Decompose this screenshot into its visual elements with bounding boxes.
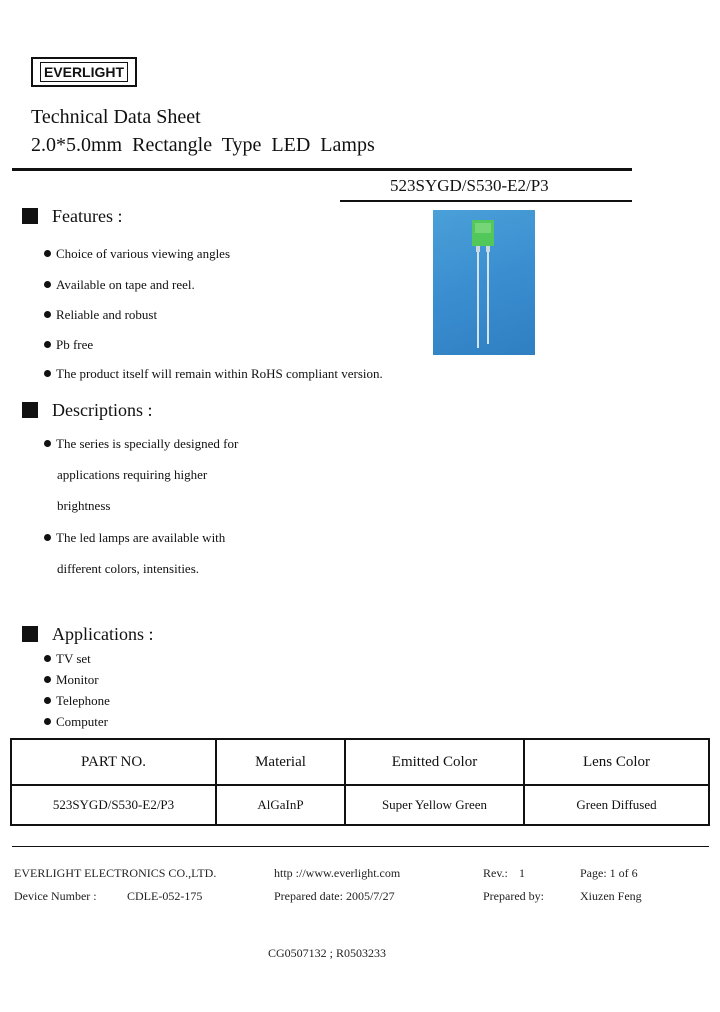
table-row <box>11 785 709 825</box>
footer-prepared-by-label: Prepared by: <box>483 889 544 903</box>
descriptions-heading: Descriptions : <box>22 400 153 421</box>
product-photo <box>433 210 535 355</box>
application-item: Computer <box>44 714 108 730</box>
footer-page: Page: 1 of 6 <box>580 866 638 880</box>
bullet-icon <box>44 370 51 377</box>
description-line: different colors, intensities. <box>57 561 200 576</box>
bullet-icon <box>44 676 51 683</box>
footer-rev-label: Rev.: <box>483 866 508 880</box>
doc-subtitle: 2.0*5.0mm Rectangle Type LED Lamps <box>31 134 375 156</box>
part-number: 523SYGD/S530-E2/P3 <box>390 176 549 195</box>
header-rule <box>12 168 632 171</box>
description-line: applications requiring higher <box>57 467 208 482</box>
feature-item: Choice of various viewing angles <box>44 246 230 262</box>
footer-device-label: Device Number : <box>14 889 97 903</box>
cell-part-no: 523SYGD/S530-E2/P3 <box>11 785 216 825</box>
brand-logo <box>31 57 137 87</box>
section-square-icon <box>22 208 38 224</box>
spec-table <box>10 738 710 826</box>
section-square-icon <box>22 402 38 418</box>
application-item: TV set <box>44 651 91 667</box>
feature-item: Available on tape and reel. <box>44 277 195 293</box>
features-heading: Features : <box>22 206 122 227</box>
application-item: Monitor <box>44 672 99 688</box>
bullet-icon <box>44 281 51 288</box>
bullet-icon <box>44 440 51 447</box>
footer-website[interactable]: http ://www.everlight.com <box>274 866 401 880</box>
cell-material: AlGaInP <box>216 785 345 825</box>
description-line: brightness <box>57 498 111 513</box>
led-lamp-icon <box>433 210 535 355</box>
section-square-icon <box>22 626 38 642</box>
description-item: The led lamps are available with <box>44 530 225 546</box>
feature-item: The product itself will remain within RoHS compliant version. <box>44 366 383 382</box>
applications-heading: Applications : <box>22 624 154 645</box>
bullet-icon <box>44 697 51 704</box>
table-header-row <box>11 739 709 785</box>
cell-lens-color: Green Diffused <box>524 785 709 825</box>
footer-rule <box>12 846 709 847</box>
header-emitted-color: Emitted Color <box>345 739 524 785</box>
footer-prepared-date: Prepared date: 2005/7/27 <box>274 889 395 903</box>
logo-text: EVERLIGHT <box>40 62 128 82</box>
bullet-icon <box>44 250 51 257</box>
footer-company: EVERLIGHT ELECTRONICS CO.,LTD. <box>14 866 217 880</box>
footer-prepared-by-value: Xiuzen Feng <box>580 889 642 903</box>
description-item: The series is specially designed for <box>44 436 238 452</box>
bullet-icon <box>44 341 51 348</box>
part-number-rule <box>340 200 632 202</box>
header-material: Material <box>216 739 345 785</box>
footer-rev-value: 1 <box>519 866 525 880</box>
footer-code: CG0507132 ; R0503233 <box>268 946 387 960</box>
feature-item: Reliable and robust <box>44 307 157 323</box>
bullet-icon <box>44 655 51 662</box>
header-lens-color: Lens Color <box>524 739 709 785</box>
application-item: Telephone <box>44 693 110 709</box>
bullet-icon <box>44 534 51 541</box>
header-part-no: PART NO. <box>11 739 216 785</box>
doc-title: Technical Data Sheet <box>31 106 201 128</box>
footer-device-value: CDLE-052-175 <box>127 889 203 903</box>
feature-item: Pb free <box>44 337 93 353</box>
cell-emitted-color: Super Yellow Green <box>345 785 524 825</box>
bullet-icon <box>44 311 51 318</box>
bullet-icon <box>44 718 51 725</box>
